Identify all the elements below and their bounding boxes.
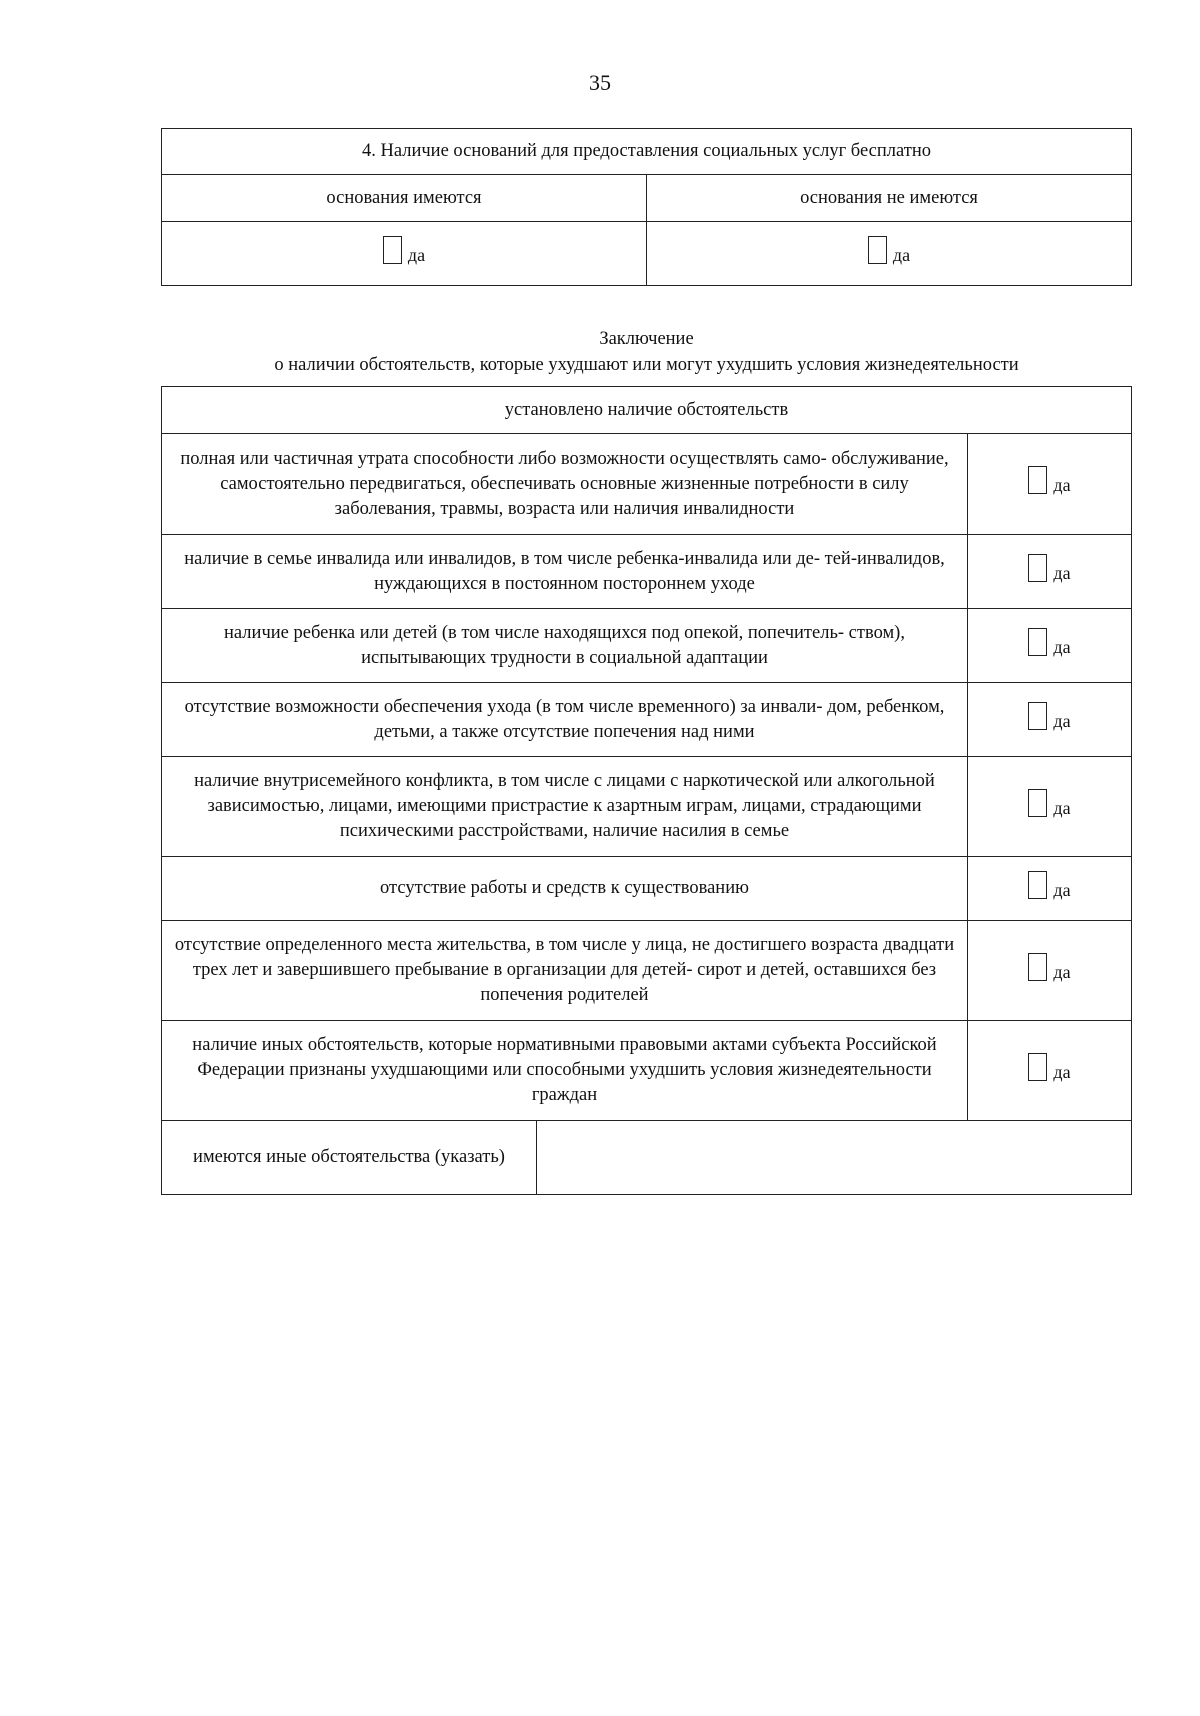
checkbox-label: да bbox=[1053, 636, 1071, 657]
checkbox-box[interactable] bbox=[1028, 466, 1047, 494]
circumstance-check-cell bbox=[968, 434, 1132, 535]
circumstance-row bbox=[162, 1021, 1132, 1121]
grounds-not-exist-cell bbox=[647, 222, 1132, 286]
circumstance-row bbox=[162, 857, 1132, 921]
checkbox-box[interactable] bbox=[1028, 554, 1047, 582]
circumstances-header: установлено наличие обстоятельств bbox=[162, 387, 1132, 434]
circumstance-row bbox=[162, 609, 1132, 683]
checkbox-box[interactable] bbox=[1028, 702, 1047, 730]
circumstance-checkbox[interactable] bbox=[1028, 871, 1070, 899]
circumstances-table bbox=[161, 386, 1132, 1195]
checkbox-box[interactable] bbox=[1028, 953, 1047, 981]
grounds-table bbox=[161, 128, 1132, 286]
circumstance-checkbox[interactable] bbox=[1028, 1053, 1070, 1081]
checkbox-label: да bbox=[1053, 562, 1071, 583]
circumstance-checkbox[interactable] bbox=[1028, 466, 1070, 494]
circumstance-check-cell bbox=[968, 1021, 1132, 1121]
circumstance-text: полная или частичная утрата способности либо возможности осуществлять само- обслуживание, самостоятельно передвигаться, обеспечивать основные жизненные потребности в силу заболевания, травмы, возраста или наличия инвалидности bbox=[162, 434, 968, 535]
circumstance-checkbox[interactable] bbox=[1028, 953, 1070, 981]
circumstance-text: отсутствие возможности обеспечения ухода (в том числе временного) за инвали- дом, ребенком, детьми, а также отсутствие попечения над ними bbox=[162, 683, 968, 757]
other-circumstances-field[interactable] bbox=[537, 1121, 1132, 1195]
grounds-not-exist-checkbox[interactable] bbox=[868, 236, 910, 264]
checkbox-label: да bbox=[1053, 797, 1071, 818]
circumstance-text: наличие ребенка или детей (в том числе находящихся под опекой, попечитель- ством), испытывающих трудности в социальной адаптации bbox=[162, 609, 968, 683]
checkbox-box[interactable] bbox=[1028, 871, 1047, 899]
circumstance-check-cell bbox=[968, 683, 1132, 757]
circumstance-text: наличие внутрисемейного конфликта, в том числе с лицами с наркотической или алкогольной зависимостью, лицами, имеющими пристрастие к азартным играм, лицами, страдающими психическими расстройствами, наличие насилия в семье bbox=[162, 757, 968, 857]
circumstance-check-cell bbox=[968, 857, 1132, 921]
checkbox-box[interactable] bbox=[1028, 789, 1047, 817]
circumstance-checkbox[interactable] bbox=[1028, 789, 1070, 817]
checkbox-label: да bbox=[1053, 710, 1071, 731]
circumstance-text: отсутствие работы и средств к существованию bbox=[162, 857, 968, 921]
circumstance-text: наличие в семье инвалида или инвалидов, в том числе ребенка-инвалида или де- тей-инвалидов, нуждающихся в постоянном постороннем уходе bbox=[162, 535, 968, 609]
circumstance-checkbox[interactable] bbox=[1028, 702, 1070, 730]
circumstance-checkbox[interactable] bbox=[1028, 628, 1070, 656]
circumstance-row bbox=[162, 434, 1132, 535]
circumstance-checkbox[interactable] bbox=[1028, 554, 1070, 582]
circumstance-check-cell bbox=[968, 921, 1132, 1021]
circumstance-row bbox=[162, 921, 1132, 1021]
grounds-exist-cell bbox=[162, 222, 647, 286]
page-number: 35 bbox=[589, 70, 611, 95]
checkbox-label: да bbox=[407, 244, 426, 265]
circumstance-check-cell bbox=[968, 609, 1132, 683]
checkbox-label: да bbox=[892, 244, 911, 265]
circumstance-check-cell bbox=[968, 535, 1132, 609]
checkbox-label: да bbox=[1053, 1061, 1071, 1082]
other-circumstances-row bbox=[162, 1121, 1132, 1195]
grounds-not-exist-header: основания не имеются bbox=[647, 175, 1132, 222]
checkbox-label: да bbox=[1053, 879, 1071, 900]
conclusion-subtitle: о наличии обстоятельств, которые ухудшают или могут ухудшить условия жизнедеятельности bbox=[274, 355, 1019, 375]
checkbox-label: да bbox=[1053, 961, 1071, 982]
grounds-title: 4. Наличие оснований для предоставления социальных услуг бесплатно bbox=[162, 129, 1132, 175]
checkbox-box[interactable] bbox=[1028, 628, 1047, 656]
checkbox-label: да bbox=[1053, 475, 1071, 495]
circumstance-text: отсутствие определенного места жительства, в том числе у лица, не достигшего возраста двадцати трех лет и завершившего пребывание в организации для детей- сирот и детей, оставшихся без попечения родителей bbox=[162, 921, 968, 1021]
circumstance-row bbox=[162, 683, 1132, 757]
conclusion-title: Заключение bbox=[599, 329, 694, 349]
circumstance-text: наличие иных обстоятельств, которые нормативными правовыми актами субъекта Российской Федерации признаны ухудшающими или способными ухудшить условия жизнедеятельности граждан bbox=[162, 1021, 968, 1121]
checkbox-box[interactable] bbox=[383, 236, 402, 264]
circumstance-row bbox=[162, 757, 1132, 857]
circumstance-check-cell bbox=[968, 757, 1132, 857]
conclusion-heading bbox=[161, 326, 1132, 378]
other-circumstances-label: имеются иные обстоятельства (указать) bbox=[162, 1121, 537, 1195]
checkbox-box[interactable] bbox=[868, 236, 887, 264]
circumstance-row bbox=[162, 535, 1132, 609]
grounds-exist-checkbox[interactable] bbox=[383, 236, 425, 264]
checkbox-box[interactable] bbox=[1028, 1053, 1047, 1081]
grounds-exist-header: основания имеются bbox=[162, 175, 647, 222]
